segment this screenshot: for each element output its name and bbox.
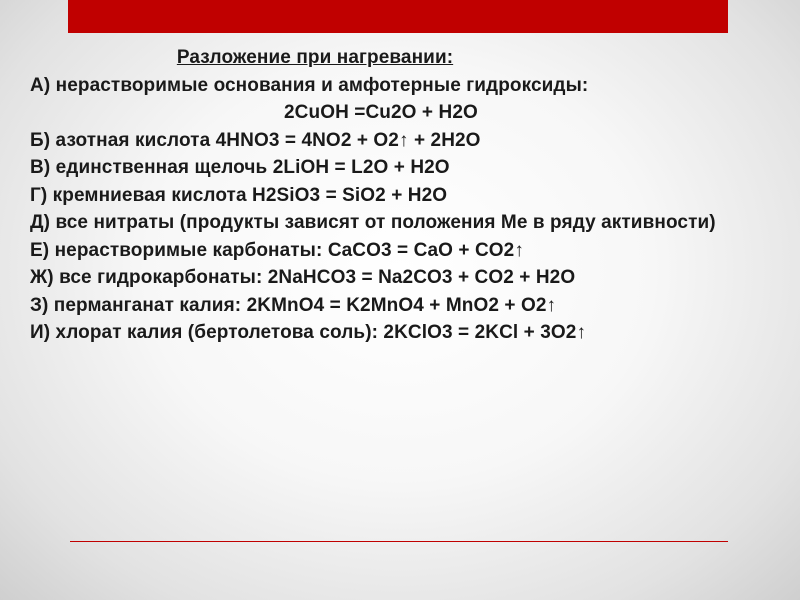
item-b-nitric-acid: Б) азотная кислота 4HNO3 = 4NO2 + O2↑ + 2H2O (30, 129, 481, 151)
item-zh-bicarbonates: Ж) все гидрокарбонаты: 2NaHCO3 = Na2CO3 + CO2 + H2O (30, 267, 576, 288)
item-z-permanganate: З) перманганат калия: 2KMnO4 = K2MnO4 + MnO2 + O2↑ (30, 294, 557, 316)
top-accent-bar (68, 0, 728, 33)
slide-title: Разложение при нагревании: (176, 47, 454, 68)
item-d-nitrates: Д) все нитраты (продукты зависят от положения Ме в ряду активности) (30, 212, 716, 233)
slide-content (30, 44, 790, 347)
bottom-divider (70, 541, 728, 542)
item-i-chlorate: И) хлорат калия (бертолетова соль): 2KClO3 = 2KCl + 3O2↑ (30, 322, 587, 343)
item-g-silicic-acid: Г) кремниевая кислота H2SiO3 = SiO2 + H2O (30, 184, 448, 206)
item-e-carbonates: Е) нерастворимые карбонаты: CaCO3 = CaO + CO2↑ (30, 239, 524, 261)
item-v-alkali: В) единственная щелочь 2LiOH = L2O + H2O (30, 157, 450, 178)
item-a-equation: 2CuOH =Cu2O + H2O (284, 102, 478, 123)
item-a-insoluble-bases: А) нерастворимые основания и амфотерные гидроксиды: (30, 74, 589, 96)
